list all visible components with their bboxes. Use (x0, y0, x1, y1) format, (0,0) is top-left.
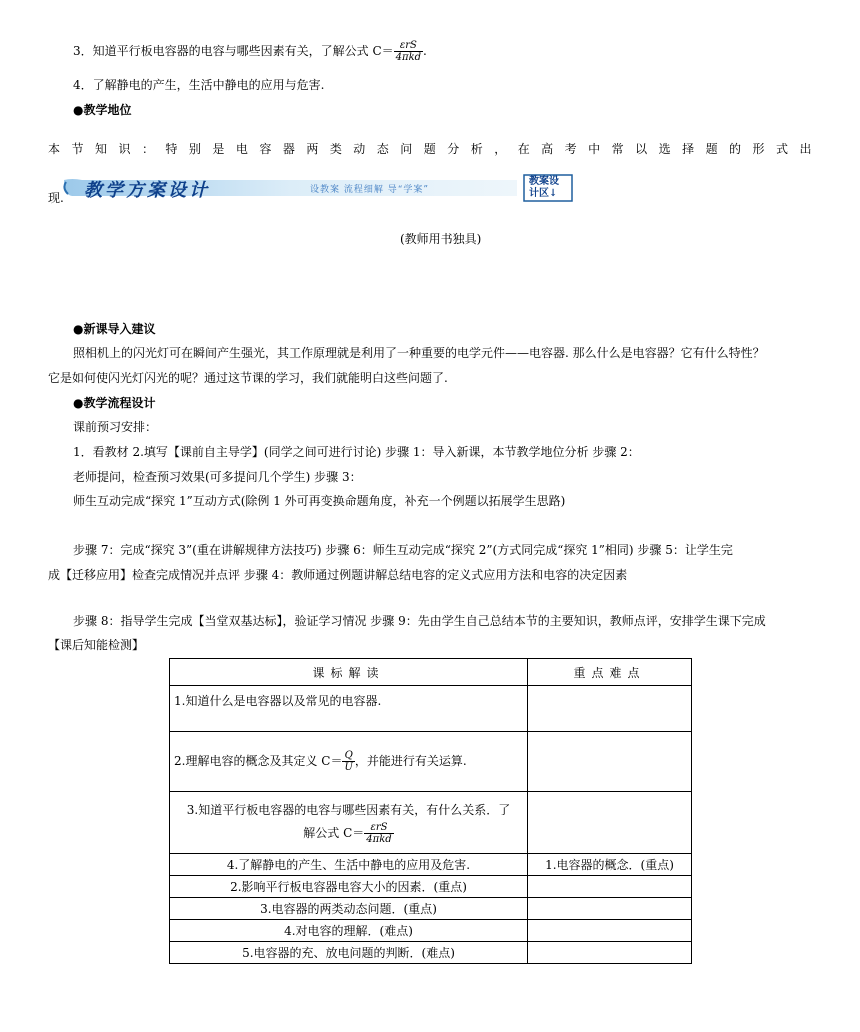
header-key-points: 重点难点 (528, 659, 692, 686)
plate-capacitor-formula: $\frac{\text{εrS}}{\text{4πkd}}$ (366, 821, 392, 845)
intro-line-2: 它是如何使闪光灯闪光的呢？通过这节课的学习，我们就能明白这些问题了. (48, 371, 448, 385)
teaching-position-text-end: 现. (48, 191, 64, 205)
spread-char: 在 (517, 142, 530, 156)
flow-line-4: 步骤 7：完成“探究 3”(重在讲解规律方法技巧) 步骤 6：师生互动完成“探究 2”(方式同完成“探究 1”相同) 步骤 5：让学生完 (73, 543, 733, 557)
intro-heading: ●新课导入建议 (73, 322, 156, 336)
spread-char: ， (494, 142, 507, 156)
table-row-2: 2.理解电容的概念及其定义 C＝ $\frac{Q}{U}$ ，并能进行有关运算. (170, 732, 528, 792)
objective-3: 3．知道平行板电容器的电容与哪些因素有关，了解公式 C＝ $\frac{\text{εrS}}{\text{4πkd}}$ . (73, 40, 427, 63)
intro-line-1: 照相机上的闪光灯可在瞬间产生强光，其工作原理就是利用了一种重要的电学元件——电容器. 那么什么是电容器？它有什么特性？ (73, 346, 765, 360)
table-row-8: 5.电容器的充、放电问题的判断．(难点) (170, 942, 528, 964)
spread-char: 是 (212, 142, 225, 156)
spread-char: 特 (165, 142, 178, 156)
spread-char: 题 (423, 142, 436, 156)
flow-line-2: 老师提问，检查预习效果(可多提问几个学生) 步骤 3： (73, 470, 362, 484)
spread-char: 容 (259, 142, 272, 156)
table-row-6: 3.电容器的两类动态问题．(重点) (170, 898, 528, 920)
banner-box-line1: 教案设 (529, 176, 559, 187)
spread-char: 两 (306, 142, 319, 156)
curriculum-table (169, 658, 692, 964)
spread-char: 的 (729, 142, 742, 156)
spread-char: 电 (235, 142, 248, 156)
flow-line-3: 师生互动完成“探究 1”互动方式(除例 1 外可再变换命题角度，补充一个例题以拓展学生思路) (73, 494, 566, 508)
spread-char: 器 (282, 142, 295, 156)
spread-char: 本 (48, 142, 61, 156)
flow-line-5: 成【迁移应用】检查完成情况并点评 步骤 4：教师通过例题讲解总结电容的定义式应用方法和电容的决定因素 (48, 568, 628, 582)
capacitance-formula: $\frac{\text{εrS}}{\text{4πkd}}$ (395, 40, 422, 63)
table-row-4: 4.了解静电的产生、生活中静电的应用及危害. (170, 854, 528, 876)
spread-char: 考 (564, 142, 577, 156)
banner-box-line2: 计区↓ (529, 188, 558, 199)
teacher-note: (教师用书独具) (400, 232, 482, 246)
table-row-5: 2.影响平行板电容器电容大小的因素．(重点) (170, 876, 528, 898)
spread-char: 别 (188, 142, 201, 156)
spread-char: 类 (329, 142, 342, 156)
spread-char: 式 (776, 142, 789, 156)
spread-char: 问 (400, 142, 413, 156)
spread-char: 析 (470, 142, 483, 156)
spread-char: 常 (611, 142, 624, 156)
spread-char: 择 (682, 142, 695, 156)
spread-char: 形 (752, 142, 765, 156)
banner-subtitle: 设教案 流程细解 导“学案” (310, 185, 429, 195)
spread-char: 中 (588, 142, 601, 156)
spread-char: ： (141, 142, 154, 156)
spread-char: 出 (799, 142, 812, 156)
flow-line-6: 步骤 8：指导学生完成【当堂双基达标】，验证学习情况 步骤 9：先由学生自己总结本节的主要知识，教师点评，安排学生课下完成 (73, 614, 766, 628)
spread-char: 知 (94, 142, 107, 156)
spread-char: 识 (118, 142, 131, 156)
spread-char: 以 (635, 142, 648, 156)
spread-char: 题 (705, 142, 718, 156)
spread-char: 态 (376, 142, 389, 156)
flow-line-7: 【课后知能检测】 (48, 638, 145, 652)
flow-line-1: 1．看教材 2.填写【课前自主导学】(同学之间可进行讨论) 步骤 1：导入新课，本节教学地位分析 步骤 2： (73, 445, 640, 459)
spread-char: 节 (71, 142, 84, 156)
spread-char: 动 (353, 142, 366, 156)
spread-char: 分 (447, 142, 460, 156)
spread-char: 高 (541, 142, 554, 156)
table-row-3: 3.知道平行板电容器的电容与哪些因素有关，有什么关系．了 解公式 C＝ $\frac{\text{εrS}}{\text{4πkd}}$ (170, 792, 528, 854)
teaching-position-text (48, 140, 812, 158)
header-curriculum: 课标解读 (170, 659, 528, 686)
table-row-1: 1.知道什么是电容器以及常见的电容器. (170, 686, 528, 732)
flow-heading: ●教学流程设计 (73, 396, 156, 410)
key-point-1: 1.电容器的概念．(重点) (528, 854, 692, 876)
teaching-position-heading: ●教学地位 (73, 103, 132, 117)
table-row-7: 4.对电容的理解．(难点) (170, 920, 528, 942)
flow-pre: 课前预习安排： (73, 420, 158, 434)
lesson-design-banner (62, 174, 574, 202)
definition-formula: $\frac{Q}{U}$ (344, 750, 353, 773)
objective-4: 4．了解静电的产生，生活中静电的应用与危害. (73, 78, 325, 92)
banner-title: 教学方案设计 (84, 180, 210, 201)
spread-char: 选 (658, 142, 671, 156)
